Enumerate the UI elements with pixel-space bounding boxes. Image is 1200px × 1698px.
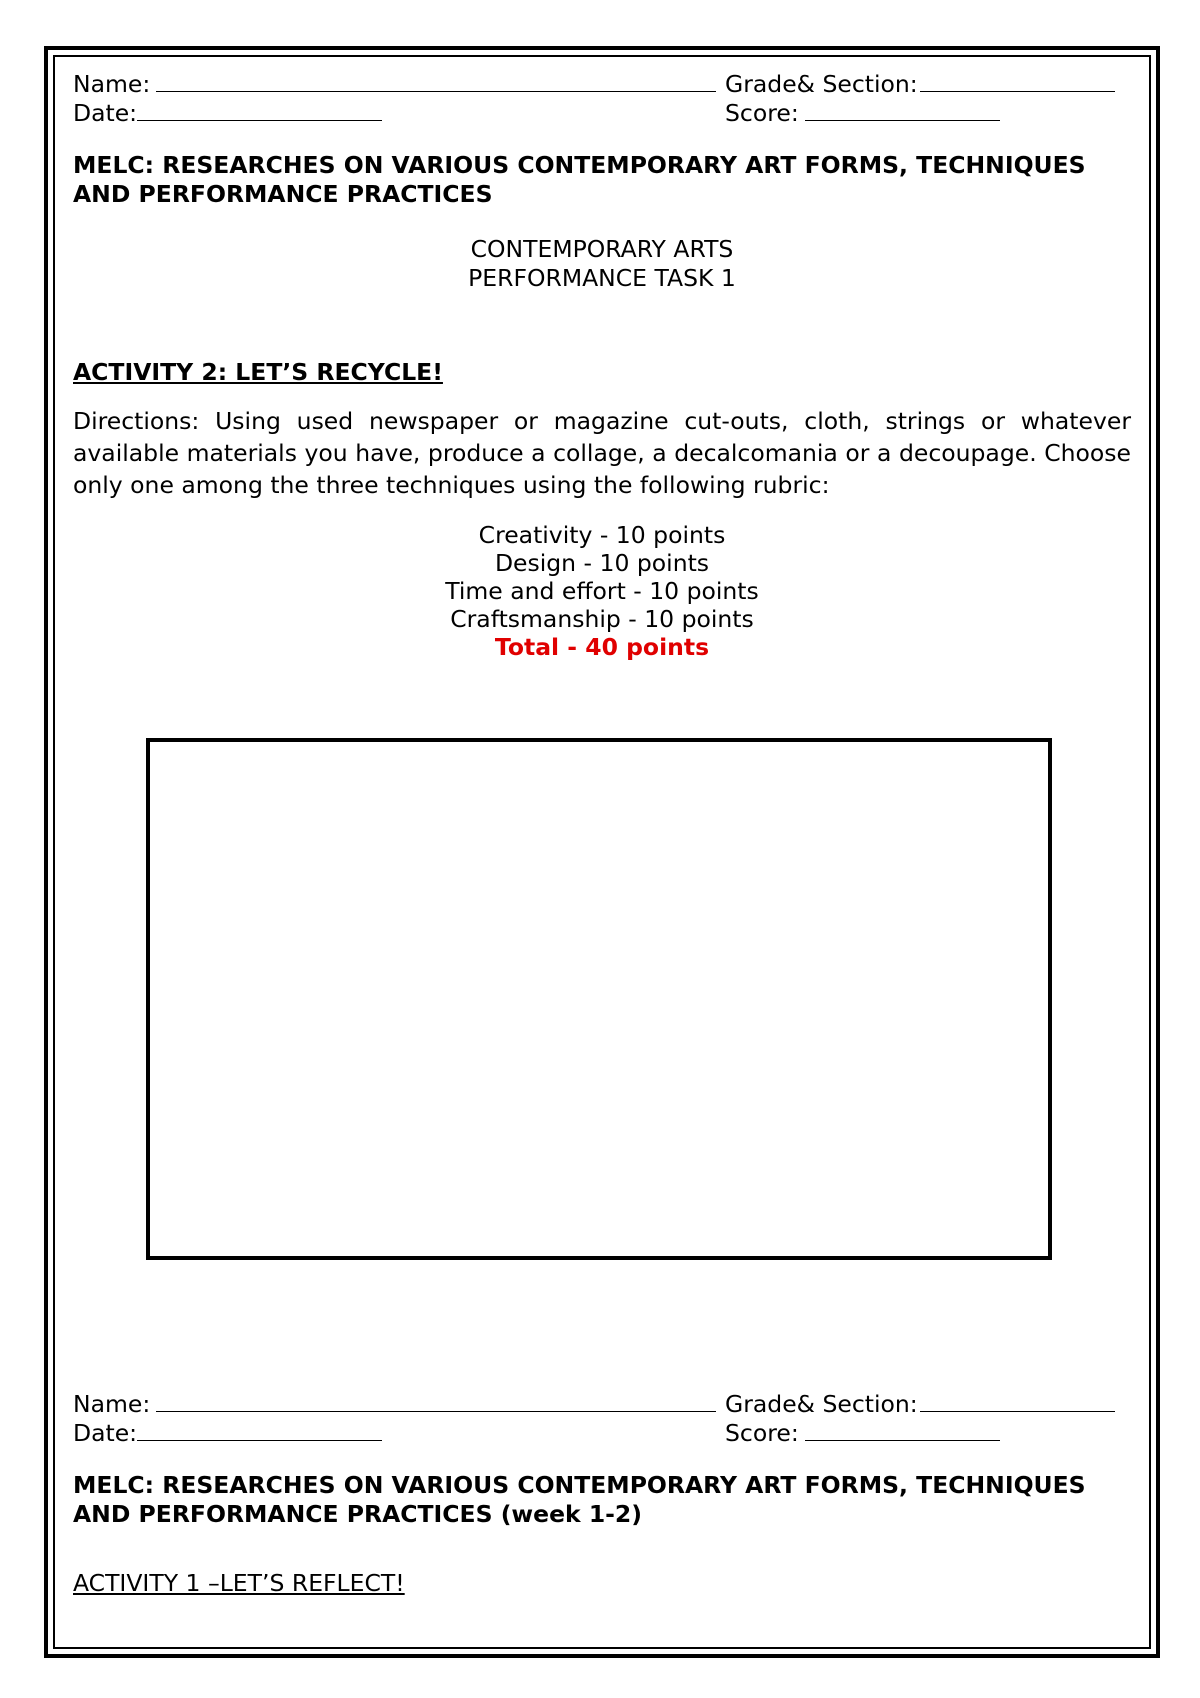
melc-heading-2 [73, 1471, 1131, 1529]
name-grade-row [73, 70, 1131, 99]
date-field-2[interactable] [137, 1420, 382, 1441]
name-label-2: Name: [73, 1390, 151, 1418]
score-field[interactable] [805, 100, 1000, 121]
artwork-box[interactable] [146, 738, 1052, 1260]
grade-section-label-2: Grade& Section: [725, 1390, 918, 1418]
date-label-2: Date: [73, 1418, 138, 1447]
melc-line-2: AND PERFORMANCE PRACTICES [73, 180, 493, 208]
course-block [73, 235, 1131, 292]
melc-line-2-2: AND PERFORMANCE PRACTICES (week 1-2) [73, 1500, 643, 1528]
rubric-item-creativity: Creativity - 10 points [478, 520, 726, 549]
rubric-total: Total - 40 points [494, 632, 710, 661]
date-label: Date: [73, 98, 138, 127]
name-label: Name: [73, 70, 151, 98]
grade-section-field[interactable] [920, 71, 1115, 92]
rubric-item-design: Design - 10 points [494, 548, 710, 577]
melc-line-1-2: MELC: RESEARCHES ON VARIOUS CONTEMPORARY ART FORMS, TECHNIQUES [73, 1471, 1086, 1499]
score-label: Score: [725, 98, 799, 127]
directions-text: Directions: Using used newspaper or magazine cut-outs, cloth, strings or whatever available materials you have, produce a collage, a decalcomania or a decoupage. Choose only one among the three techniques using the following rubric: [73, 406, 1131, 499]
date-field[interactable] [137, 100, 382, 121]
grade-section-field-2[interactable] [920, 1391, 1115, 1412]
worksheet-1 [73, 70, 1131, 661]
melc-line-1: MELC: RESEARCHES ON VARIOUS CONTEMPORARY ART FORMS, TECHNIQUES [73, 151, 1086, 179]
rubric-item-time-effort: Time and effort - 10 points [445, 576, 759, 605]
name-field[interactable] [156, 71, 716, 92]
rubric-item-craftsmanship: Craftsmanship - 10 points [450, 604, 754, 633]
task-title: PERFORMANCE TASK 1 [468, 263, 736, 292]
grade-section-label: Grade& Section: [725, 70, 918, 98]
date-score-row-2 [73, 1419, 1131, 1448]
activity-2-title: ACTIVITY 2: LET’S RECYCLE! [73, 358, 443, 386]
activity-1-title: ACTIVITY 1 –LET’S REFLECT! [73, 1569, 405, 1597]
name-field-2[interactable] [156, 1391, 716, 1412]
score-label-2: Score: [725, 1418, 799, 1447]
date-score-row [73, 99, 1131, 128]
course-title: CONTEMPORARY ARTS [470, 235, 734, 263]
score-field-2[interactable] [805, 1420, 1000, 1441]
rubric [73, 521, 1131, 661]
melc-heading [73, 151, 1131, 209]
worksheet-2 [73, 1390, 1131, 1598]
name-grade-row-2 [73, 1390, 1131, 1419]
